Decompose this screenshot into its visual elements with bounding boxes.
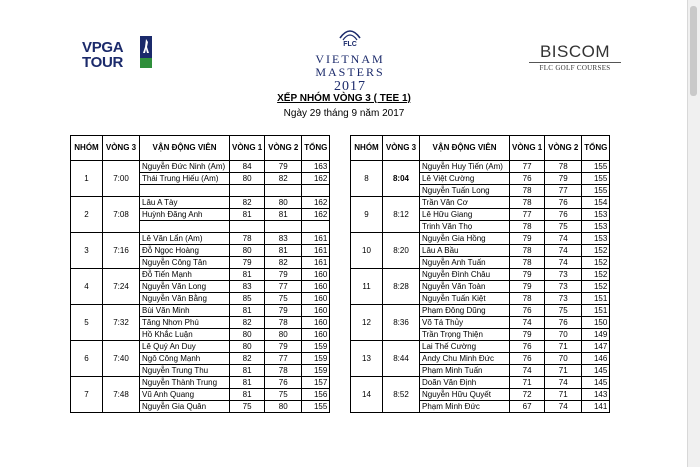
round2-score: 78 — [545, 161, 582, 173]
group-number: 2 — [71, 197, 103, 233]
round2-score: 77 — [265, 353, 302, 365]
round1-score: 72 — [510, 389, 545, 401]
player-name: Andy Chu Minh Đức — [420, 353, 510, 365]
round1-score: 75 — [230, 401, 265, 413]
player-name: Huỳnh Đăng Anh — [140, 209, 230, 221]
round1-score: 76 — [510, 353, 545, 365]
total-score: 162 — [302, 173, 330, 185]
flc-badge-icon — [338, 24, 362, 48]
vietnam-text: VIETNAM — [315, 52, 385, 66]
total-score: 160 — [302, 293, 330, 305]
round1-score: 78 — [510, 221, 545, 233]
total-score: 160 — [302, 305, 330, 317]
total-score: 161 — [302, 257, 330, 269]
table-row — [71, 341, 330, 353]
round1-header: VÒNG 1 — [510, 136, 545, 161]
tee-time: 8:20 — [383, 233, 420, 269]
player-name: Trinh Văn Thọ — [420, 221, 510, 233]
group-number: 10 — [351, 233, 383, 269]
group-number: 13 — [351, 341, 383, 377]
group-number: 1 — [71, 161, 103, 197]
table-row — [351, 269, 610, 281]
player-name: Bùi Văn Minh — [140, 305, 230, 317]
round2-score: 73 — [545, 269, 582, 281]
year-text: 2017 — [334, 79, 366, 94]
player-name: Nguyễn Đình Châu — [420, 269, 510, 281]
group-number: 3 — [71, 233, 103, 269]
player-name: Lê Quý An Duy — [140, 341, 230, 353]
table-row — [351, 341, 610, 353]
player-name: Trần Trọng Thiện — [420, 329, 510, 341]
table-row — [71, 161, 330, 173]
masters-text: MASTERS — [315, 65, 385, 79]
tee-time: 8:28 — [383, 269, 420, 305]
tee-time: 7:00 — [103, 161, 140, 197]
round1-score: 79 — [230, 257, 265, 269]
round1-score: 83 — [230, 281, 265, 293]
group-header: NHÓM — [71, 136, 103, 161]
player-name: Nguyễn Gia Quân — [140, 401, 230, 413]
round1-score: 81 — [230, 377, 265, 389]
tee-time: 7:24 — [103, 269, 140, 305]
player-name: Nguyễn Văn Toàn — [420, 281, 510, 293]
round2-score: 73 — [545, 281, 582, 293]
tee-time: 8:52 — [383, 377, 420, 413]
total-score: 162 — [302, 197, 330, 209]
round1-score: 80 — [230, 173, 265, 185]
round1-score: 77 — [510, 209, 545, 221]
table-row — [351, 197, 610, 209]
total-score: 141 — [582, 401, 610, 413]
round2-score: 80 — [265, 329, 302, 341]
table-row — [71, 305, 330, 317]
round2-score: 71 — [545, 341, 582, 353]
group-number: 5 — [71, 305, 103, 341]
round3-time-header: VÒNG 3 — [103, 136, 140, 161]
biscom-logo — [525, 43, 625, 73]
player-name: Thái Trung Hiếu (Am) — [140, 173, 230, 185]
round1-score: 79 — [510, 329, 545, 341]
round2-score: 80 — [265, 401, 302, 413]
round3-time-header: VÒNG 3 — [383, 136, 420, 161]
tee-time: 8:04 — [383, 161, 420, 197]
player-name: Nguyễn Công Tân — [140, 257, 230, 269]
total-score: 159 — [302, 341, 330, 353]
round2-score: 80 — [265, 197, 302, 209]
player-name — [140, 185, 230, 197]
player-name: Nguyễn Văn Long — [140, 281, 230, 293]
total-score: 152 — [582, 281, 610, 293]
player-name: Lâu A Tày — [140, 197, 230, 209]
round2-score: 74 — [545, 245, 582, 257]
tee-time: 7:40 — [103, 341, 140, 377]
round1-score: 79 — [510, 281, 545, 293]
player-name: Nguyễn Tuấn Kiệt — [420, 293, 510, 305]
player-name — [140, 221, 230, 233]
round2-score: 75 — [265, 293, 302, 305]
flc-badge-text: FLC — [343, 41, 357, 48]
player-name: Lê Văn Lẩn (Am) — [140, 233, 230, 245]
player-name: Nguyễn Đức Ninh (Am) — [140, 161, 230, 173]
round2-score: 75 — [545, 221, 582, 233]
total-score: 162 — [302, 209, 330, 221]
total-score: 161 — [302, 245, 330, 257]
round1-score: 78 — [510, 257, 545, 269]
page-date: Ngày 29 tháng 9 năm 2017 — [283, 108, 405, 119]
round2-score: 76 — [545, 209, 582, 221]
total-score: 160 — [302, 329, 330, 341]
total-score: 150 — [582, 317, 610, 329]
player-name: Trần Văn Cơ — [420, 197, 510, 209]
tee-time: 7:48 — [103, 377, 140, 413]
total-score: 156 — [302, 389, 330, 401]
round2-score: 81 — [265, 245, 302, 257]
groups-table-left — [70, 135, 330, 413]
player-name: Lê Việt Cường — [420, 173, 510, 185]
round1-score: 74 — [510, 317, 545, 329]
total-score: 147 — [582, 341, 610, 353]
group-number: 9 — [351, 197, 383, 233]
player-name: Tăng Nhơn Phú — [140, 317, 230, 329]
round1-score: 80 — [230, 341, 265, 353]
vpga-tour-logo — [82, 36, 162, 76]
round1-score: 81 — [230, 209, 265, 221]
round1-score: 67 — [510, 401, 545, 413]
total-score: 159 — [302, 353, 330, 365]
round1-score: 78 — [510, 245, 545, 257]
round1-score: 79 — [510, 269, 545, 281]
player-name: Nguyễn Trung Thu — [140, 365, 230, 377]
group-number: 4 — [71, 269, 103, 305]
round2-score: 74 — [545, 257, 582, 269]
round1-score: 82 — [230, 353, 265, 365]
table-row — [351, 233, 610, 245]
total-score: 151 — [582, 293, 610, 305]
player-name: Lai Thế Cường — [420, 341, 510, 353]
round2-header: VÒNG 2 — [265, 136, 302, 161]
player-name: Lê Hữu Giang — [420, 209, 510, 221]
total-score: 153 — [582, 221, 610, 233]
table-row — [71, 269, 330, 281]
player-name: Nguyễn Tuấn Long — [420, 185, 510, 197]
round2-score: 75 — [545, 305, 582, 317]
total-header: TỔNG — [302, 136, 330, 161]
table-row — [351, 161, 610, 173]
tee-time: 8:36 — [383, 305, 420, 341]
total-header: TỔNG — [582, 136, 610, 161]
round2-score: 76 — [545, 197, 582, 209]
round2-score: 77 — [265, 281, 302, 293]
vietnam-masters-logo — [290, 24, 410, 94]
page-title: XẾP NHÓM VÒNG 3 ( TEE 1) — [277, 93, 411, 104]
player-name: Nguyễn Thành Trung — [140, 377, 230, 389]
group-number: 6 — [71, 341, 103, 377]
round2-score: 76 — [265, 377, 302, 389]
tee-time: 8:44 — [383, 341, 420, 377]
round2-score: 76 — [545, 317, 582, 329]
groups-table-right — [350, 135, 610, 413]
total-score: 152 — [582, 269, 610, 281]
total-score: 153 — [582, 233, 610, 245]
round2-score: 74 — [545, 377, 582, 389]
group-number: 14 — [351, 377, 383, 413]
round1-score: 81 — [230, 389, 265, 401]
round2-score: 79 — [265, 161, 302, 173]
round2-score: 70 — [545, 329, 582, 341]
round1-score: 78 — [510, 197, 545, 209]
table-row — [71, 197, 330, 209]
round1-score: 84 — [230, 161, 265, 173]
group-header: NHÓM — [351, 136, 383, 161]
group-number: 11 — [351, 269, 383, 305]
round2-score: 77 — [545, 185, 582, 197]
player-name: Đỗ Tiến Mạnh — [140, 269, 230, 281]
player-name: Đỗ Ngọc Hoàng — [140, 245, 230, 257]
total-score: 155 — [582, 161, 610, 173]
total-score: 153 — [582, 209, 610, 221]
table-row — [71, 233, 330, 245]
player-name: Nguyễn Hữu Quyết — [420, 389, 510, 401]
player-name: Phạm Đông Dũng — [420, 305, 510, 317]
vpga-logo-line1: VPGA — [82, 39, 124, 56]
scrollbar-thumb[interactable] — [690, 6, 697, 96]
round1-score: 82 — [230, 317, 265, 329]
table-row — [351, 377, 610, 389]
round2-score: 81 — [265, 209, 302, 221]
round1-score: 78 — [510, 185, 545, 197]
round1-score: 74 — [510, 365, 545, 377]
tee-time: 7:08 — [103, 197, 140, 233]
player-name: Nguyễn Anh Tuấn — [420, 257, 510, 269]
total-score: 159 — [302, 365, 330, 377]
round1-score: 77 — [510, 161, 545, 173]
round2-score — [265, 221, 302, 233]
round1-score: 82 — [230, 197, 265, 209]
round2-score: 78 — [265, 317, 302, 329]
player-name: Ngô Công Mạnh — [140, 353, 230, 365]
total-score: 152 — [582, 245, 610, 257]
round1-score: 76 — [510, 173, 545, 185]
total-score: 160 — [302, 317, 330, 329]
round1-score: 76 — [510, 305, 545, 317]
round2-score: 74 — [545, 233, 582, 245]
round2-score: 71 — [545, 389, 582, 401]
round1-score: 81 — [230, 365, 265, 377]
tee-time: 8:12 — [383, 197, 420, 233]
biscom-name: BISCOM — [539, 42, 611, 61]
golfer-flag-icon — [140, 36, 154, 70]
round2-score: 78 — [265, 365, 302, 377]
round2-score: 74 — [545, 401, 582, 413]
total-score: 145 — [582, 365, 610, 377]
table-row — [351, 305, 610, 317]
tee-time: 7:16 — [103, 233, 140, 269]
round1-score — [230, 185, 265, 197]
player-name: Phạm Minh Tuấn — [420, 365, 510, 377]
total-score — [302, 221, 330, 233]
player-header: VẬN ĐỘNG VIÊN — [140, 136, 230, 161]
total-score: 151 — [582, 305, 610, 317]
player-name: Vũ Anh Quang — [140, 389, 230, 401]
table-row — [71, 377, 330, 389]
round2-score: 79 — [265, 269, 302, 281]
player-name: Hồ Khắc Luận — [140, 329, 230, 341]
round2-score: 82 — [265, 173, 302, 185]
total-score: 160 — [302, 269, 330, 281]
total-score: 152 — [582, 257, 610, 269]
round1-score: 81 — [230, 305, 265, 317]
total-score: 155 — [582, 185, 610, 197]
round2-score — [265, 185, 302, 197]
round1-score: 80 — [230, 329, 265, 341]
round1-score: 81 — [230, 269, 265, 281]
header-row — [71, 136, 330, 161]
round2-score: 75 — [265, 389, 302, 401]
group-number: 8 — [351, 161, 383, 197]
total-score: 145 — [582, 377, 610, 389]
round2-score: 79 — [265, 305, 302, 317]
round2-header: VÒNG 2 — [545, 136, 582, 161]
round2-score: 73 — [545, 293, 582, 305]
vpga-logo-line2: TOUR — [82, 54, 124, 71]
biscom-subtitle: FLC GOLF COURSES — [529, 62, 621, 72]
total-score: 143 — [582, 389, 610, 401]
player-name: Phạm Minh Đức — [420, 401, 510, 413]
player-name: Võ Tá Thủy — [420, 317, 510, 329]
total-score: 157 — [302, 377, 330, 389]
round1-score: 76 — [510, 341, 545, 353]
total-score: 154 — [582, 197, 610, 209]
round1-score: 79 — [510, 233, 545, 245]
round1-score: 78 — [510, 293, 545, 305]
total-score: 161 — [302, 233, 330, 245]
total-score: 155 — [582, 173, 610, 185]
player-name: Lâu A Bầu — [420, 245, 510, 257]
round2-score: 70 — [545, 353, 582, 365]
round2-score: 79 — [265, 341, 302, 353]
vertical-scrollbar[interactable] — [687, 0, 700, 467]
total-score: 163 — [302, 161, 330, 173]
round1-header: VÒNG 1 — [230, 136, 265, 161]
total-score: 149 — [582, 329, 610, 341]
round2-score: 82 — [265, 257, 302, 269]
round2-score: 83 — [265, 233, 302, 245]
player-name: Nguyễn Văn Bằng — [140, 293, 230, 305]
total-score: 146 — [582, 353, 610, 365]
round1-score: 71 — [510, 377, 545, 389]
player-name: Nguyễn Gia Hồng — [420, 233, 510, 245]
total-score: 155 — [302, 401, 330, 413]
total-score — [302, 185, 330, 197]
round2-score: 79 — [545, 173, 582, 185]
player-header: VẬN ĐỘNG VIÊN — [420, 136, 510, 161]
round1-score: 78 — [230, 233, 265, 245]
player-name: Nguyễn Huy Tiến (Am) — [420, 161, 510, 173]
header-row — [351, 136, 610, 161]
total-score: 160 — [302, 281, 330, 293]
tee-time: 7:32 — [103, 305, 140, 341]
round1-score: 85 — [230, 293, 265, 305]
player-name: Doãn Văn Định — [420, 377, 510, 389]
group-number: 12 — [351, 305, 383, 341]
group-number: 7 — [71, 377, 103, 413]
round2-score: 71 — [545, 365, 582, 377]
round1-score — [230, 221, 265, 233]
round1-score: 80 — [230, 245, 265, 257]
